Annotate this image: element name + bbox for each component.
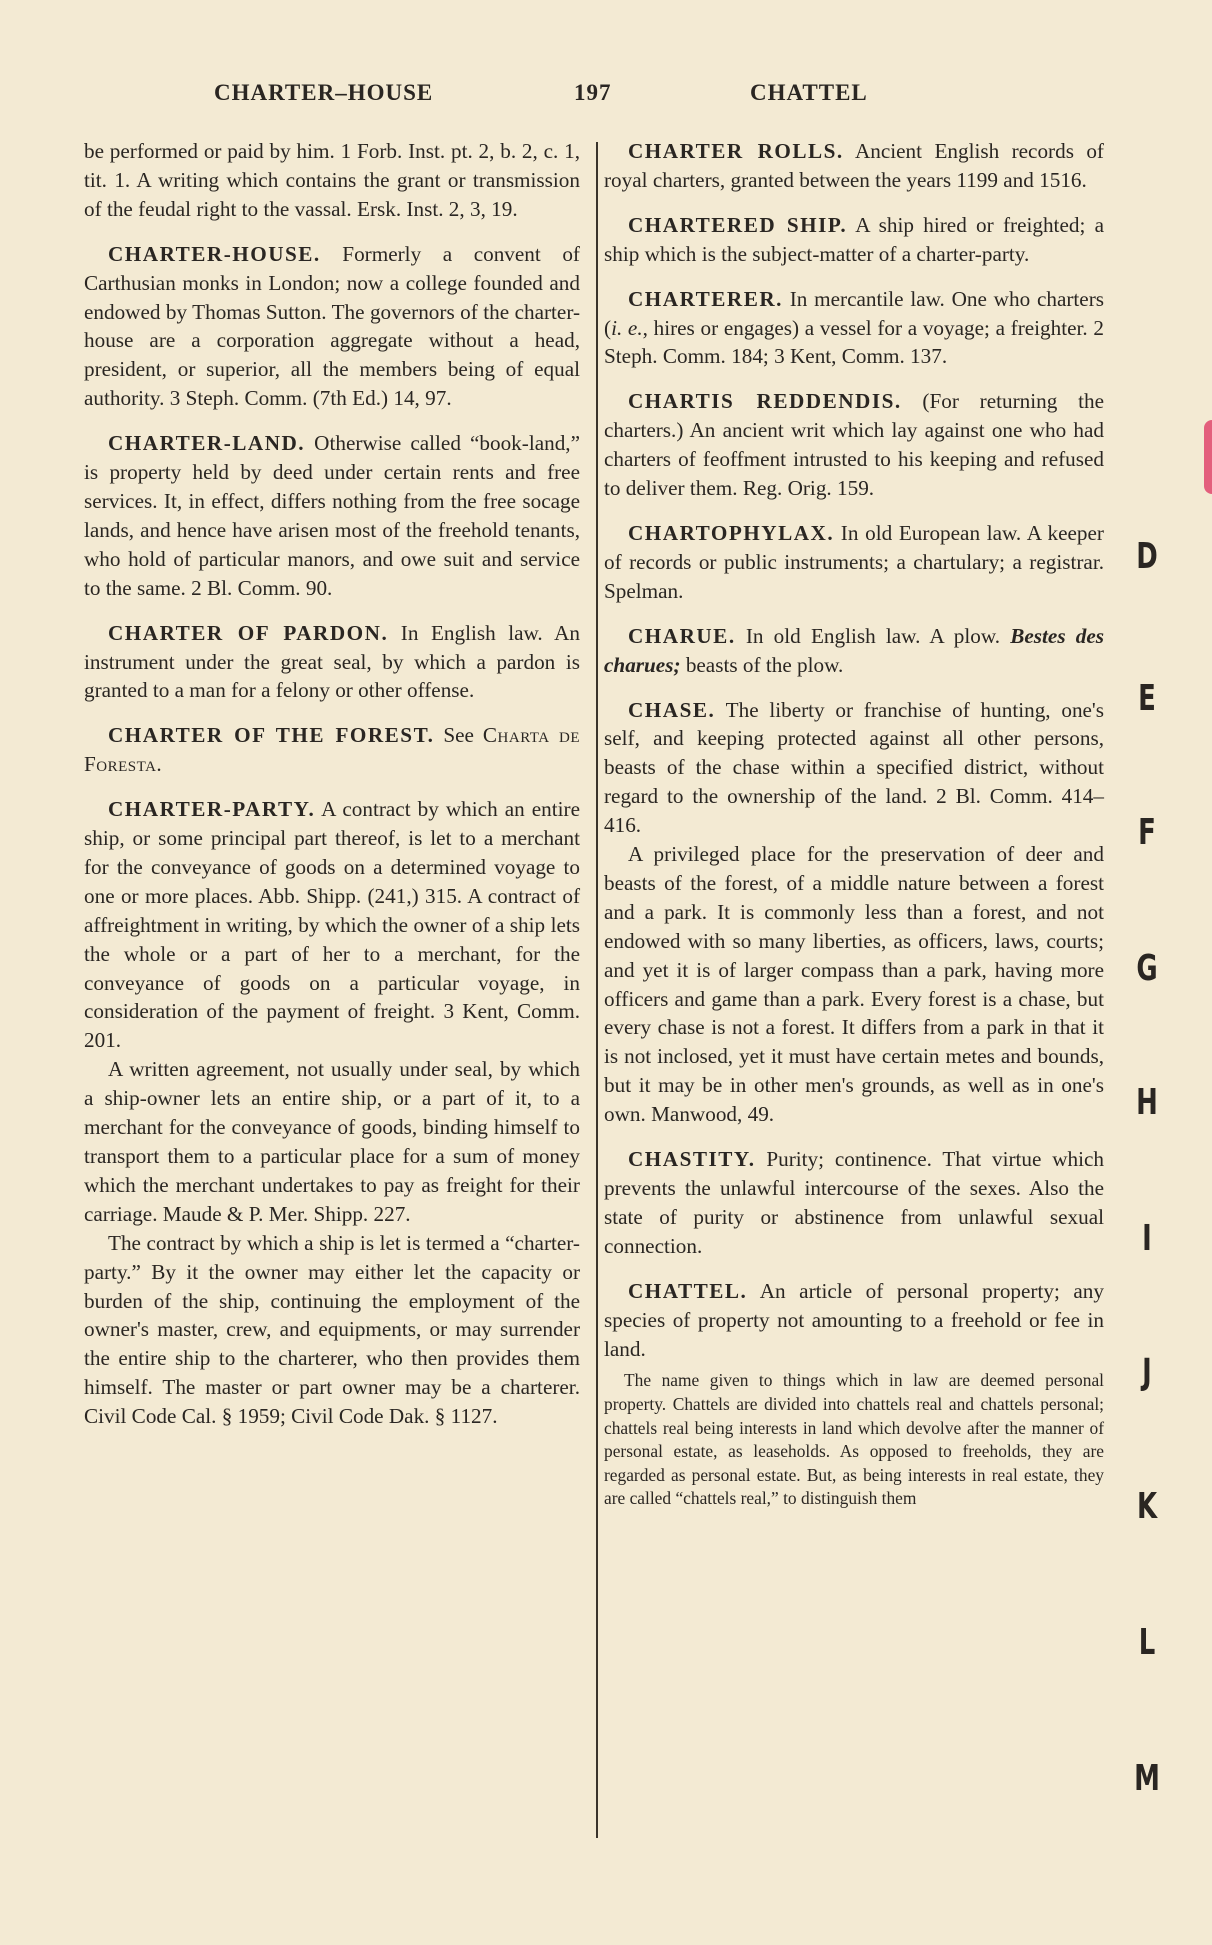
definition: In English law. An instrument under the great seal, by which a pardon is granted to a man for a felony or other offense. <box>84 620 580 703</box>
definition: Otherwise called “book-land,” is property held by deed under certain rents and free services. It, in effect, differs nothing from the free socage lands, and hence have arisen most of the freehold tenants, who hold of particular manors, and owe suit and service to the same. 2 Bl. Comm. 90. <box>84 431 580 600</box>
italic-phrase: Bestes des charues; <box>604 623 1105 677</box>
headword: CHARTER-LAND. <box>108 431 306 456</box>
entry-charue <box>604 622 1104 680</box>
definition-cont: , hires or engages) a vessel for a voyage; a freighter. 2 Steph. Comm. 184; 3 Kent, Comm. 137. <box>604 315 1104 369</box>
thumb-letter-j: J <box>1142 1352 1152 1393</box>
thumb-letter-d: D <box>1136 536 1158 577</box>
thumb-letter-e: E <box>1138 678 1156 719</box>
headword: CHASTITY. <box>628 1147 756 1172</box>
entry-charter-of-pardon <box>84 619 580 706</box>
left-column <box>84 137 580 1447</box>
entry-chattel <box>604 1277 1104 1364</box>
headword: CHARTER OF THE FOREST. <box>108 723 435 748</box>
cross-reference: Charta de Foresta. <box>84 723 580 777</box>
headword: CHARTER-HOUSE. <box>108 241 321 266</box>
entry-chartered-ship <box>604 211 1104 269</box>
definition: Purity; continence. That virtue which prevents the unlawful intercourse of the sexes. Also the state of purity or abstinence from unlawful sexual connection. <box>604 1147 1104 1258</box>
definition: An article of personal property; any species of property not amounting to a freehold or fee in land. <box>604 1278 1104 1361</box>
definition: A contract by which an entire ship, or some principal part thereof, is let to a merchant for the conveyance of goods on a determined voyage to one or more places. Abb. Shipp. (241,) 315. A contract of affreightment in writing, by which the owner of a ship lets the whole or a part of her to a merchant, for the conveyance of goods on a particular voyage, in consideration of the payment of freight. 3 Kent, Comm. 201. <box>84 797 580 1053</box>
definition: In old European law. A keeper of records or public instruments; a chartulary; a registrar. Spelman. <box>604 520 1104 603</box>
headword: CHARTIS REDDENDIS. <box>628 389 902 414</box>
thumb-letter-k: K <box>1136 1486 1158 1527</box>
column-divider <box>596 142 598 1838</box>
definition: Ancient English records of royal charters, granted between the years 1199 and 1516. <box>604 139 1104 192</box>
italic-abbrev: i. e. <box>611 315 643 340</box>
continuation-text: be performed or paid by him. 1 Forb. Inst. pt. 2, b. 2, c. 1, tit. 1. A writing which contains the grant or transmission of the feudal right to the vassal. Ersk. Inst. 2, 3, 19. <box>84 139 580 221</box>
entry-charter-land <box>84 429 580 602</box>
charter-party-paragraph-3: The contract by which a ship is let is termed a “charter-party.” By it the owner may either let the capacity or burden of the ship, continuing the employment of the owner's master, crew, and equipments, or may surrender the entire ship to the charterer, who then provides them himself. The master or part owner may be a charterer. Civil Code Cal. § 1959; Civil Code Dak. § 1127. <box>84 1230 580 1429</box>
definition: In mercantile law. One who charters ( <box>604 286 1104 340</box>
headword: CHARTER-PARTY. <box>108 797 316 822</box>
headword: CHARTERER. <box>628 286 783 311</box>
running-head <box>0 80 1212 110</box>
entry-charterer <box>604 285 1104 372</box>
right-column <box>604 137 1104 1511</box>
definition-cont: beasts of the plow. <box>680 652 844 677</box>
thumb-letter-g: G <box>1136 948 1158 989</box>
entry-charter-rolls <box>604 137 1104 195</box>
headword: CHARTER ROLLS. <box>628 139 844 163</box>
definition: (For returning the charters.) An ancient writ which lay against one who had charters of feoffment intrusted to his keeping and refused to deliver them. Reg. Orig. 159. <box>604 389 1104 501</box>
definition: A ship hired or freighted; a ship which is the subject-matter of a charter-party. <box>604 212 1104 266</box>
thumb-letter-f: F <box>1138 812 1156 853</box>
definition: See <box>434 723 483 748</box>
headword: CHARTER OF PARDON. <box>108 620 389 645</box>
running-head-right: CHATTEL <box>750 80 868 105</box>
thumb-letter-m: M <box>1134 1758 1160 1799</box>
tab-marker <box>1204 420 1212 494</box>
entry-chastity <box>604 1145 1104 1261</box>
chattel-note: The name given to things which in law are deemed personal property. Chattels are divided into chattels real and chattels personal; chattels real being interests in land which devolve after the manner of personal estate, as leaseholds. As opposed to freeholds, they are regarded as personal estate. But, as being interests in real estate, they are called “chattels real,” to distinguish them <box>604 1370 1104 1509</box>
entry-charter-party <box>84 795 580 1055</box>
headword: CHARUE. <box>628 623 736 648</box>
thumb-letter-l: L <box>1138 1622 1156 1663</box>
definition: The liberty or franchise of hunting, one's self, and keeping protected against all other persons, beasts of the chase within a specified district, without regard to the ownership of the land. 2 Bl. Comm. 414–416. <box>604 697 1104 838</box>
entry-chartophylax <box>604 519 1104 606</box>
chase-paragraph-2: A privileged place for the preservation of deer and beasts of the forest, of a middle nature between a forest and a park. It is commonly less than a forest, and not endowed with so many liberties, as officers, laws, courts; and yet it is of larger compass than a park, having more officers and game than a park. Every forest is a chase, but every chase is not a forest. It differs from a park in that it is not inclosed, yet it must have certain metes and bounds, but it may be in other men's grounds, as well as in one's own. Manwood, 49. <box>604 842 1104 1127</box>
entry-charter-house <box>84 240 580 413</box>
definition: Formerly a convent of Carthusian monks in London; now a college founded and endowed by Thomas Sutton. The governors of the charter-house are a corporation aggregate without a head, president, or superior, all the members being of equal authority. 3 Steph. Comm. (7th Ed.) 14, 97. <box>84 241 580 411</box>
headword: CHASE. <box>628 697 716 722</box>
thumb-index <box>1122 0 1182 1945</box>
definition: In old English law. A plow. <box>735 623 1011 648</box>
page-number: 197 <box>574 80 612 105</box>
entry-chase <box>604 696 1104 841</box>
entry-charter-of-the-forest <box>84 721 580 779</box>
charter-party-paragraph-2: A written agreement, not usually under seal, by which a ship-owner lets an entire ship, or a part of it, to a merchant for the conveyance of goods, binding himself to transport them to a particular place for a sum of money which the merchant undertakes to pay as freight for their carriage. Maude & P. Mer. Shipp. 227. <box>84 1057 580 1226</box>
headword: CHARTERED SHIP. <box>628 212 848 237</box>
thumb-letter-h: H <box>1136 1082 1158 1123</box>
headword: CHATTEL. <box>628 1278 748 1303</box>
running-head-left: CHARTER–HOUSE <box>214 80 434 105</box>
entry-chartis-reddendis <box>604 387 1104 503</box>
thumb-letter-i: I <box>1142 1218 1152 1259</box>
headword: CHARTOPHYLAX. <box>628 520 835 545</box>
